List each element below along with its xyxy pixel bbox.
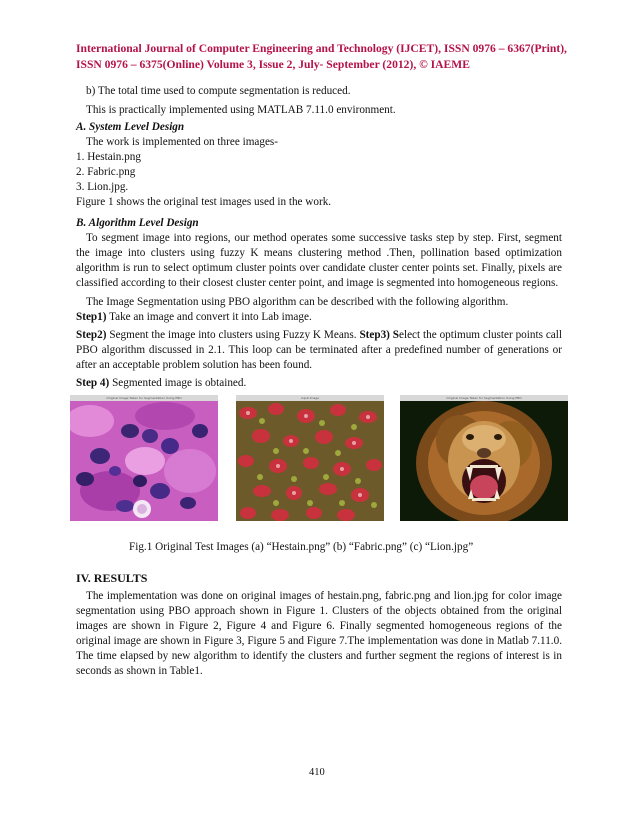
results-paragraph: The implementation was done on original images of hestain.png, fabric.png and lion.jpg for color image segmentation using PBO approach shown in Figure 1. Clusters of the objects obtained from the original images are shown in Figure 2, Figure 4 and Figure 6. Finally segmented homogeneous regions of the original image are shown in Figure 3, Figure 5 and Figure 7.The implementation was done in Matlab 7.11.0. The time elapsed by new algorithm to identify the clusters and further segment the regions of interest is in seconds as shown in Table1. (76, 590, 562, 677)
step-1-text: Take an image and convert it into Lab image. (106, 311, 312, 323)
step-3-label: Step3) S (359, 329, 400, 341)
figure-caption: Fig.1 Original Test Images (a) “Hestain.png” (b) “Fabric.png” (c) “Lion.jpg” (129, 541, 474, 553)
figure-window-bar: Input Image (236, 395, 384, 401)
step-2-3 (76, 328, 562, 373)
figure-reference: Figure 1 shows the original test images used in the work. (76, 196, 332, 208)
algorithm-paragraph: To segment image into regions, our method operates some successive tasks step by step. First, segment the image into clusters using fuzzy K means clustering method .Then, pollination based optimization algorithm is run to select optimum cluster points over candidate cluster center points set. Finally, pixels are classified according to their closest cluster center point, and image is segmented into homogeneous regions. (76, 232, 562, 289)
journal-header (76, 41, 576, 73)
section-a-heading: A. System Level Design (76, 121, 185, 133)
item-b: b) The total time used to compute segmentation is reduced. (86, 85, 351, 97)
section-b-heading: B. Algorithm Level Design (76, 217, 199, 229)
image-list-item: 3. Lion.jpg. (76, 181, 129, 193)
figure-lion (400, 395, 568, 521)
step-2-label: Step2) (76, 329, 107, 341)
section-a-intro: The work is implemented on three images- (86, 136, 278, 148)
figure-fabric (236, 395, 384, 521)
image-list-item: 1. Hestain.png (76, 151, 141, 163)
figure-window-bar: Original Image Taken for Segmentation Using PBO (400, 395, 568, 401)
step-2-text: Segment the image into clusters using Fuzzy K Means. (106, 329, 360, 341)
results-heading: IV. RESULTS (76, 571, 148, 585)
algorithm-intro: The Image Segmentation using PBO algorithm can be described with the following algorithm. (86, 296, 509, 308)
figure-window-bar: Original Image Taken for Segmentation Using PBO (70, 395, 218, 401)
page-number: 410 (309, 767, 325, 778)
step-1-label: Step1) (76, 311, 107, 323)
step-4-text: Segmented image is obtained. (109, 377, 247, 389)
step-4-label: Step 4) (76, 377, 110, 389)
step-3-text: elect the optimum cluster points call PBO algorithm discussed in 2.1. This loop can be terminated after a predefined number of generations or after an acceptable problem solution has been found. (76, 329, 562, 371)
hestain-image (70, 401, 218, 521)
lion-image (400, 401, 568, 521)
step-4 (76, 376, 562, 391)
image-list-item: 2. Fabric.png (76, 166, 136, 178)
matlab-note: This is practically implemented using MATLAB 7.11.0 environment. (86, 104, 396, 116)
header-line-1: International Journal of Computer Engineering and Technology (IJCET), ISSN 0976 – 6367(Print), (76, 42, 567, 55)
step-1 (76, 310, 562, 325)
fabric-image (236, 401, 384, 521)
header-line-2: ISSN 0976 – 6375(Online) Volume 3, Issue 2, July- September (2012), © IAEME (76, 58, 470, 71)
figure-hestain (70, 395, 218, 521)
